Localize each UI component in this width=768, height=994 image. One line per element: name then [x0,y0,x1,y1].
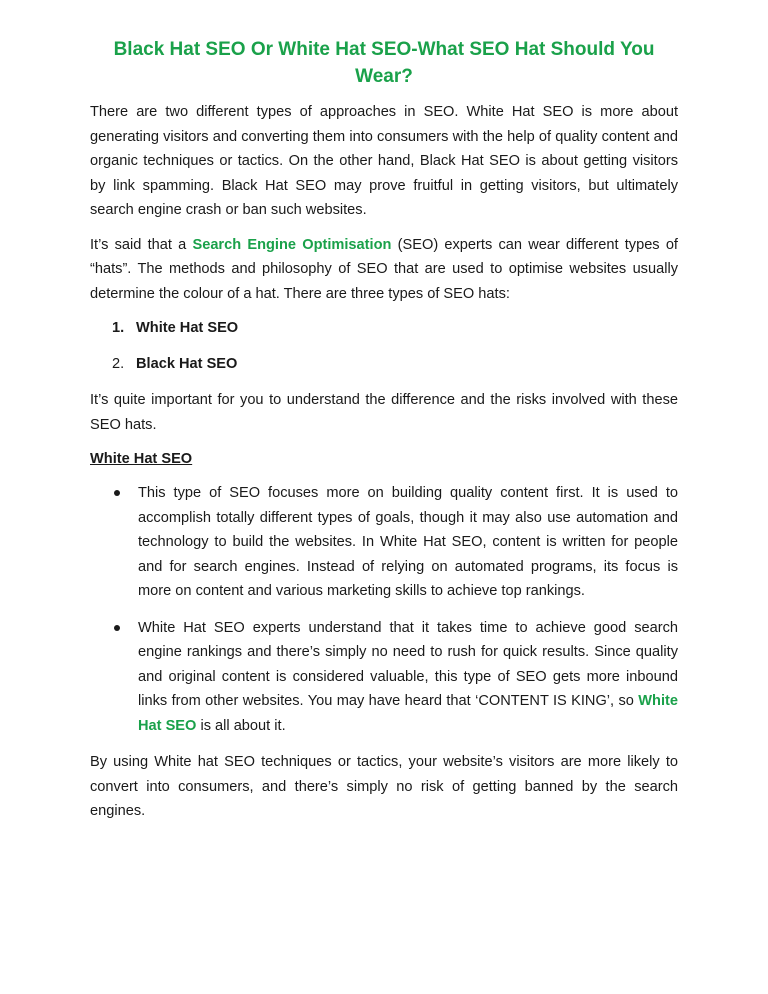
bullet-icon [90,616,138,739]
difference-paragraph: It’s quite important for you to understand the difference and the risks involved with these SEO hats. [90,392,678,433]
page-title: Black Hat SEO Or White Hat SEO-What SEO Hat Should You Wear? [113,39,655,87]
list-item [112,316,678,340]
bullet-text-after: is all about it. [196,717,286,734]
list-item-label: Black Hat SEO [136,356,238,372]
bullet-text-before: White Hat SEO experts understand that it takes time to achieve good search engine rankings and there’s simply no need to rush for quick results. Since quality and original content is considered valuable, this type of SEO gets more inbound links from other websites. You may have heard that ‘CONTENT IS KING’, so [138,619,678,709]
bullet-text: This type of SEO focuses more on building quality content first. It is used to accomplish totally different types of goals, though it may also use automation and technology to build the websites. In White Hat SEO, content is written for people and for search engines. Instead of relying on automated programs, its focus is more on content and various marketing skills to achieve top rankings. [138,485,678,599]
white-hat-seo-link[interactable]: White Hat SEO [138,693,678,734]
list-item [90,481,678,604]
list-item [90,616,678,739]
list-number: 2. [112,356,125,372]
list-number: 1. [112,320,125,336]
seo-hats-list [90,316,678,376]
document-page [90,36,678,834]
closing-paragraph: By using White hat SEO techniques or tactics, your website’s visitors are more likely to convert into consumers, and there’s simply no risk of getting banned by the search engines. [90,754,678,819]
hats-intro-text-after: (SEO) experts can wear different types of “hats”. The methods and philosophy of SEO that are used to optimise websites usually determine the colour of a hat. There are three types of SEO hats: [90,236,678,302]
bullet-icon [90,481,138,604]
list-item-label: White Hat SEO [136,320,239,336]
hats-intro-text-before: It’s said that a [90,236,193,253]
list-item [112,352,678,376]
white-hat-bullet-list [90,481,678,738]
seo-link[interactable]: Search Engine Optimisation [192,236,392,253]
section-heading-white-hat: White Hat SEO [90,451,193,467]
intro-paragraph: There are two different types of approaches in SEO. White Hat SEO is more about generating visitors and converting them into consumers with the help of quality content and organic techniques or tactics. On the other hand, Black Hat SEO is about getting visitors by link spamming. Black Hat SEO may prove fruitful in getting visitors, but ultimately search engine crash or ban such websites. [90,104,678,218]
bullet-text [138,616,678,739]
hats-intro-paragraph [90,233,678,307]
